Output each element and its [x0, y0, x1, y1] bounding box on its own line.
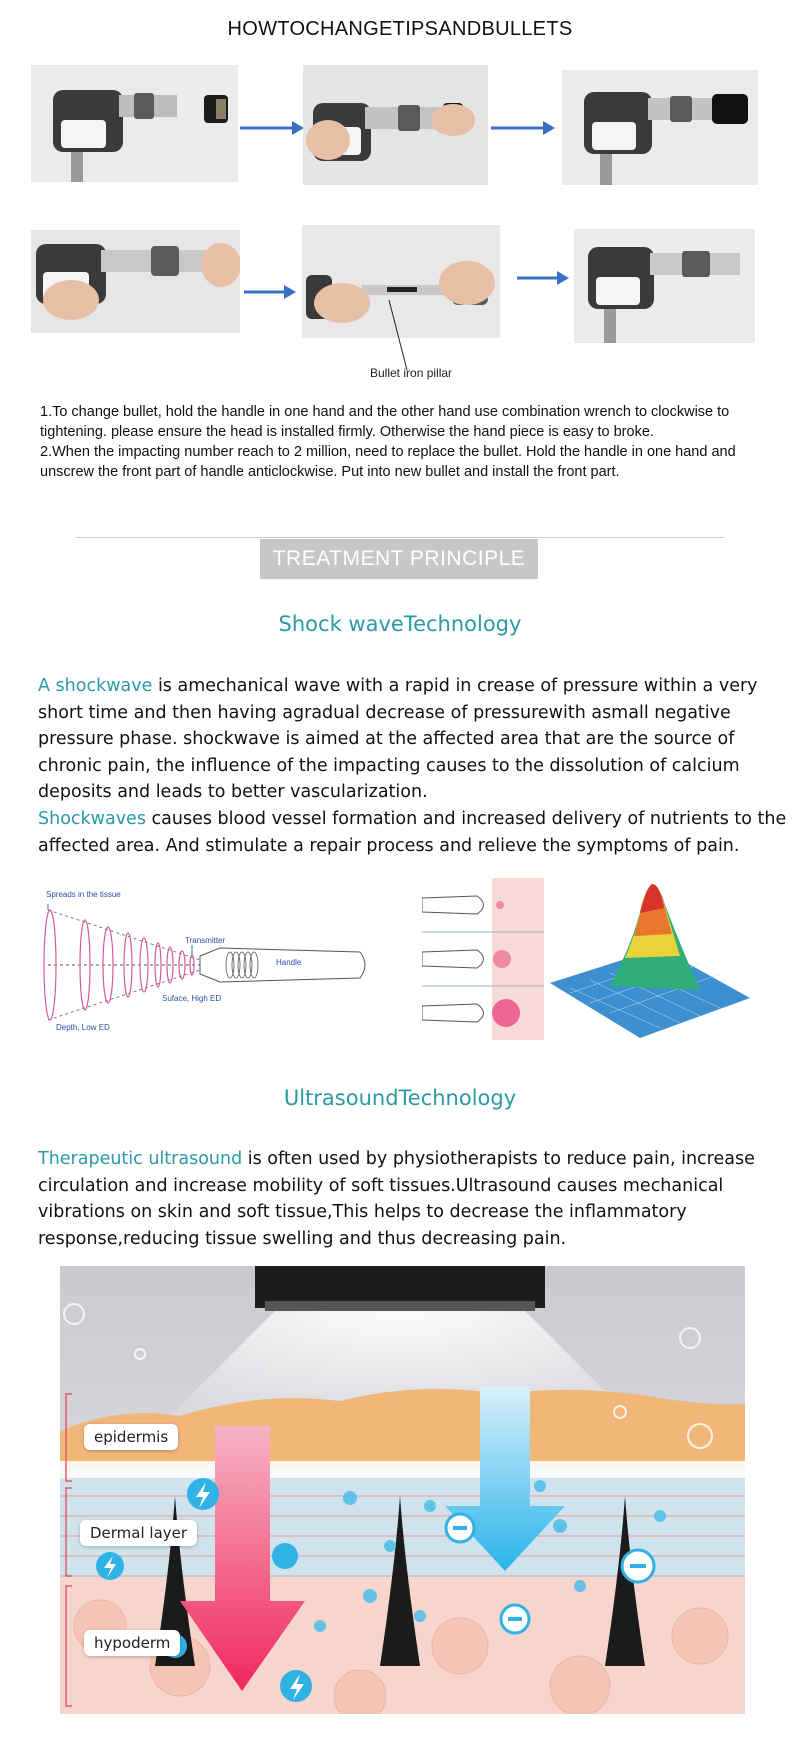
- diagram-label-transmitter: Transmitter: [185, 936, 226, 945]
- step-photo-6: [574, 229, 755, 343]
- page-title: HOWTOCHANGETIPSANDBULLETS: [227, 18, 573, 40]
- pointer-line: [385, 300, 415, 372]
- ultrasound-title: UltrasoundTechnology: [283, 1086, 517, 1110]
- handpiece-impact-illustration: [422, 878, 544, 1040]
- shockwave-description: [38, 673, 790, 859]
- arrow-right-icon: [517, 268, 569, 288]
- ultrasound-text: is often used by physiotherapists to reduce pain, increase circulation and increase mobility of soft tissues.Ultrasound causes mechanical vibrations on skin and soft tissue,This helps to decrease the inflammatory response,reducing tissue swelling and thus decreasing pain.: [38, 1149, 755, 1249]
- shockwave-text-2: causes blood vessel formation and increased delivery of nutrients to the affected area. And stimulate a repair process and relieve the symptoms of pain.: [38, 808, 787, 856]
- step-1-text: 1.To change bullet, hold the handle in one hand and the other hand use combination wrench to clockwise to tightening. please ensure the head is installed firmly. Otherwise the hand piece is easy to broke.: [40, 404, 730, 440]
- shockwave-highlight-1: A shockwave: [38, 676, 153, 696]
- shockwave-highlight-2: Shockwaves: [38, 808, 146, 829]
- arrow-right-icon: [240, 118, 304, 138]
- step-photo-3: [562, 70, 758, 185]
- diagram-label-handle: Handle: [276, 958, 302, 967]
- treatment-principle-badge: TREATMENT PRINCIPLE: [260, 539, 538, 579]
- bullet-caption: Bullet iron pillar: [370, 366, 453, 380]
- ultrasound-skin-illustration: [60, 1266, 745, 1714]
- shockwave-diagram: [40, 890, 370, 1040]
- diagram-label-surface: Suface, High ED: [162, 994, 222, 1003]
- shockwave-text-1: is amechanical wave with a rapid in crease of pressure within a very short time and then having agradual decrease of pressurewith asmall negative pressure phase. shockwave is aimed at the affected area that are the source of chronic pain, the influence of the impacting causes to the dissolution of calcium deposits and leads to better vascularization.: [38, 676, 758, 803]
- arrow-right-icon: [491, 118, 555, 138]
- ultrasound-highlight: Therapeutic ultrasound: [38, 1149, 243, 1169]
- diagram-label-spreads: Spreads in the tissue: [46, 890, 121, 899]
- instructions: [40, 402, 780, 482]
- label-epidermis: epidermis: [84, 1424, 178, 1450]
- diagram-label-depth: Depth, Low ED: [56, 1023, 110, 1032]
- step-photo-2: [303, 65, 488, 185]
- step-photo-1: [31, 65, 238, 182]
- label-hypoderm: hypoderm: [84, 1630, 180, 1656]
- shockwave-title: Shock waveTechnology: [278, 612, 522, 636]
- ultrasound-description: [38, 1146, 790, 1252]
- pressure-3d-plot: [550, 878, 750, 1040]
- section-divider: [76, 537, 724, 538]
- step-photo-4: [31, 230, 240, 333]
- label-dermal-layer: Dermal layer: [80, 1520, 197, 1546]
- arrow-right-icon: [244, 282, 296, 302]
- step-2-text: 2.When the impacting number reach to 2 million, need to replace the bullet. Hold the handle in one hand and unscrew the front part of handle anticlockwise. Put into new bullet and install the front part.: [40, 444, 736, 480]
